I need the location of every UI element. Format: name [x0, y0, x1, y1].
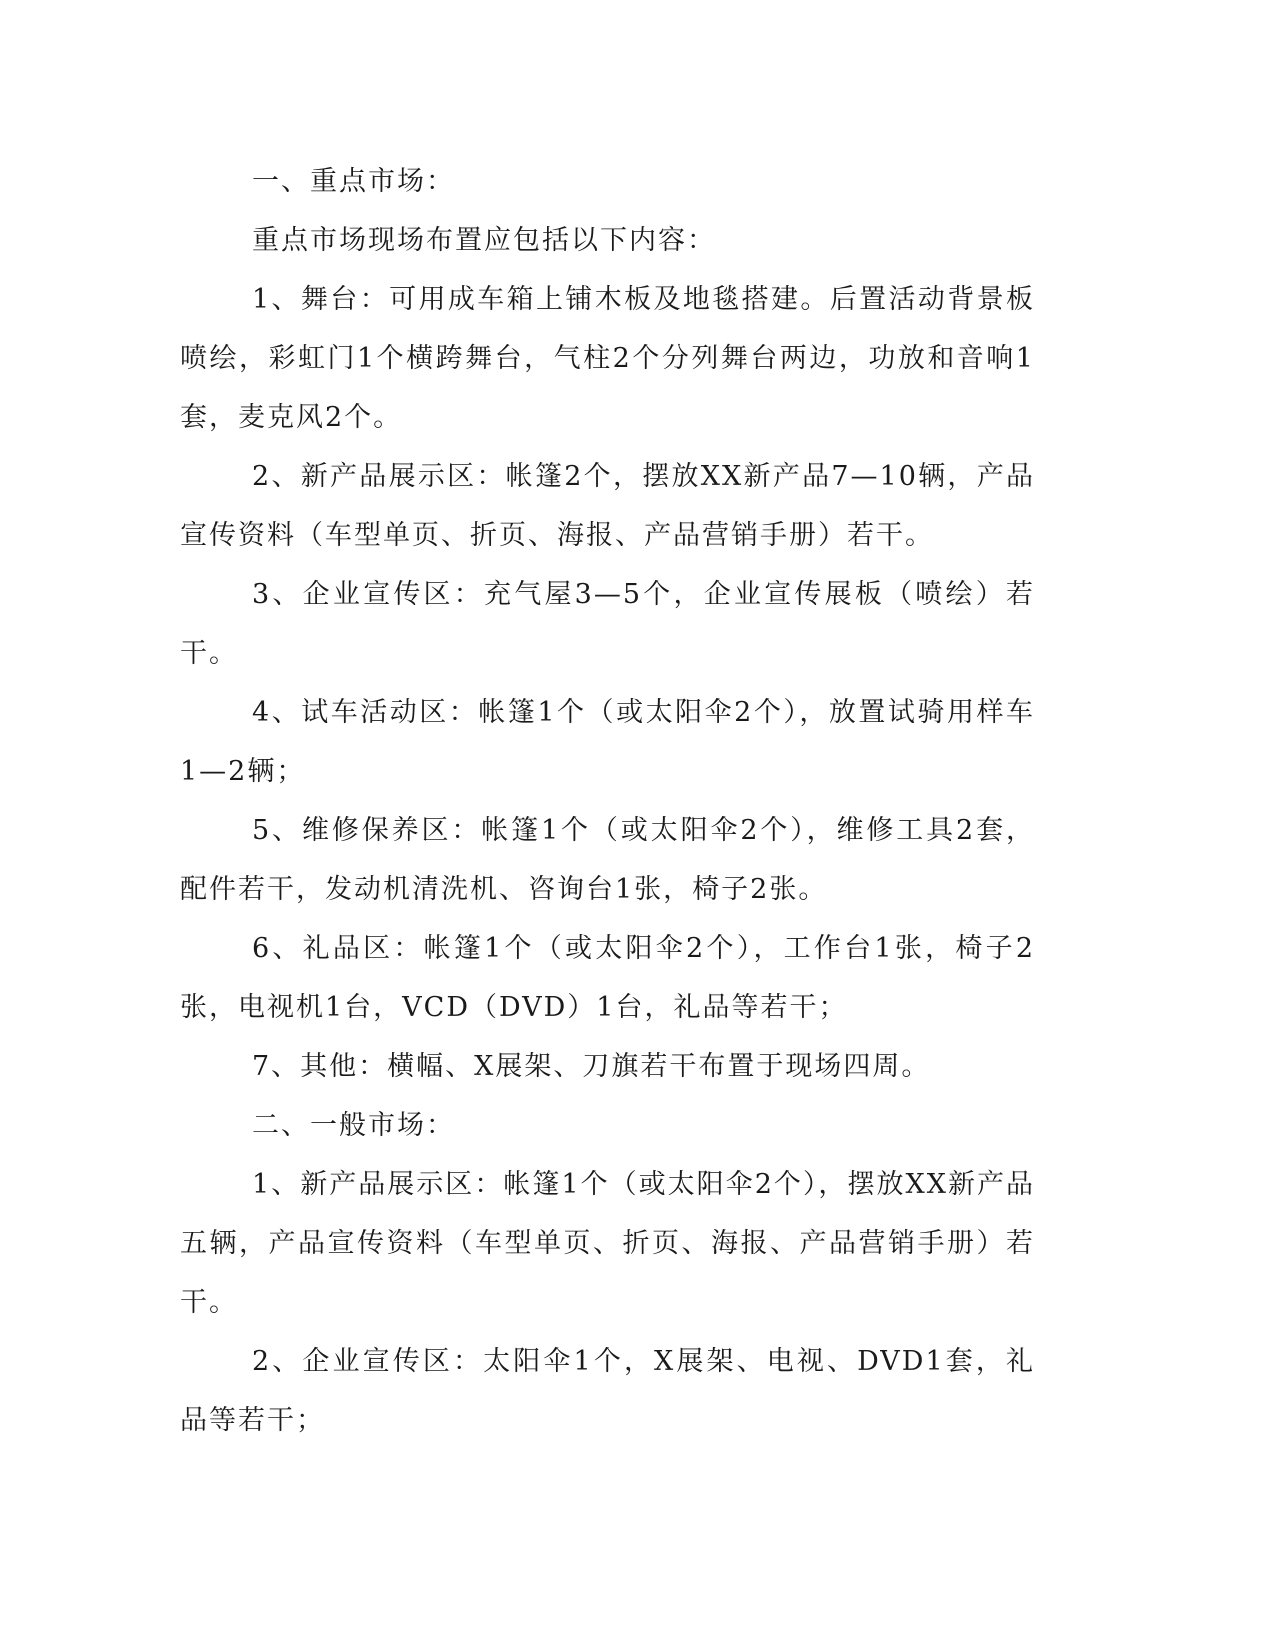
list-item-other: 7、其他：横幅、X展架、刀旗若干布置于现场四周。: [252, 1051, 931, 1082]
list-item-maintenance: 5、维修保养区：帐篷1个（或太阳伞2个），维修工具2套，配件若干，发动机清洗机、咨询台1张，椅子2张。: [180, 815, 1035, 905]
list-item-general-corporate-promo: 2、企业宣传区：太阳伞1个，X展架、电视、DVD1套，礼品等若干；: [180, 1346, 1035, 1436]
document-body: [180, 152, 1035, 1450]
list-item-test-drive: 4、试车活动区：帐篷1个（或太阳伞2个），放置试骑用样车1—2辆；: [180, 697, 1035, 787]
section-heading-key-markets: 一、重点市场：: [252, 166, 455, 197]
list-item-corporate-promo: 3、企业宣传区：充气屋3—5个，企业宣传展板（喷绘）若干。: [180, 579, 1035, 669]
list-item-general-product-display: 1、新产品展示区：帐篷1个（或太阳伞2个），摆放XX新产品五辆，产品宣传资料（车型单页、折页、海报、产品营销手册）若干。: [180, 1169, 1035, 1318]
section-heading-general-markets: 二、一般市场：: [252, 1110, 455, 1141]
list-item-product-display: 2、新产品展示区：帐篷2个，摆放XX新产品7—10辆，产品宣传资料（车型单页、折页、海报、产品营销手册）若干。: [180, 461, 1035, 551]
list-item-stage: 1、舞台：可用成车箱上铺木板及地毯搭建。后置活动背景板喷绘，彩虹门1个横跨舞台，气柱2个分列舞台两边，功放和音响1套，麦克风2个。: [180, 284, 1035, 433]
paragraph-intro: 重点市场现场布置应包括以下内容：: [252, 225, 716, 256]
list-item-gift-area: 6、礼品区：帐篷1个（或太阳伞2个），工作台1张，椅子2张，电视机1台，VCD（DVD）1台，礼品等若干；: [180, 933, 1035, 1023]
